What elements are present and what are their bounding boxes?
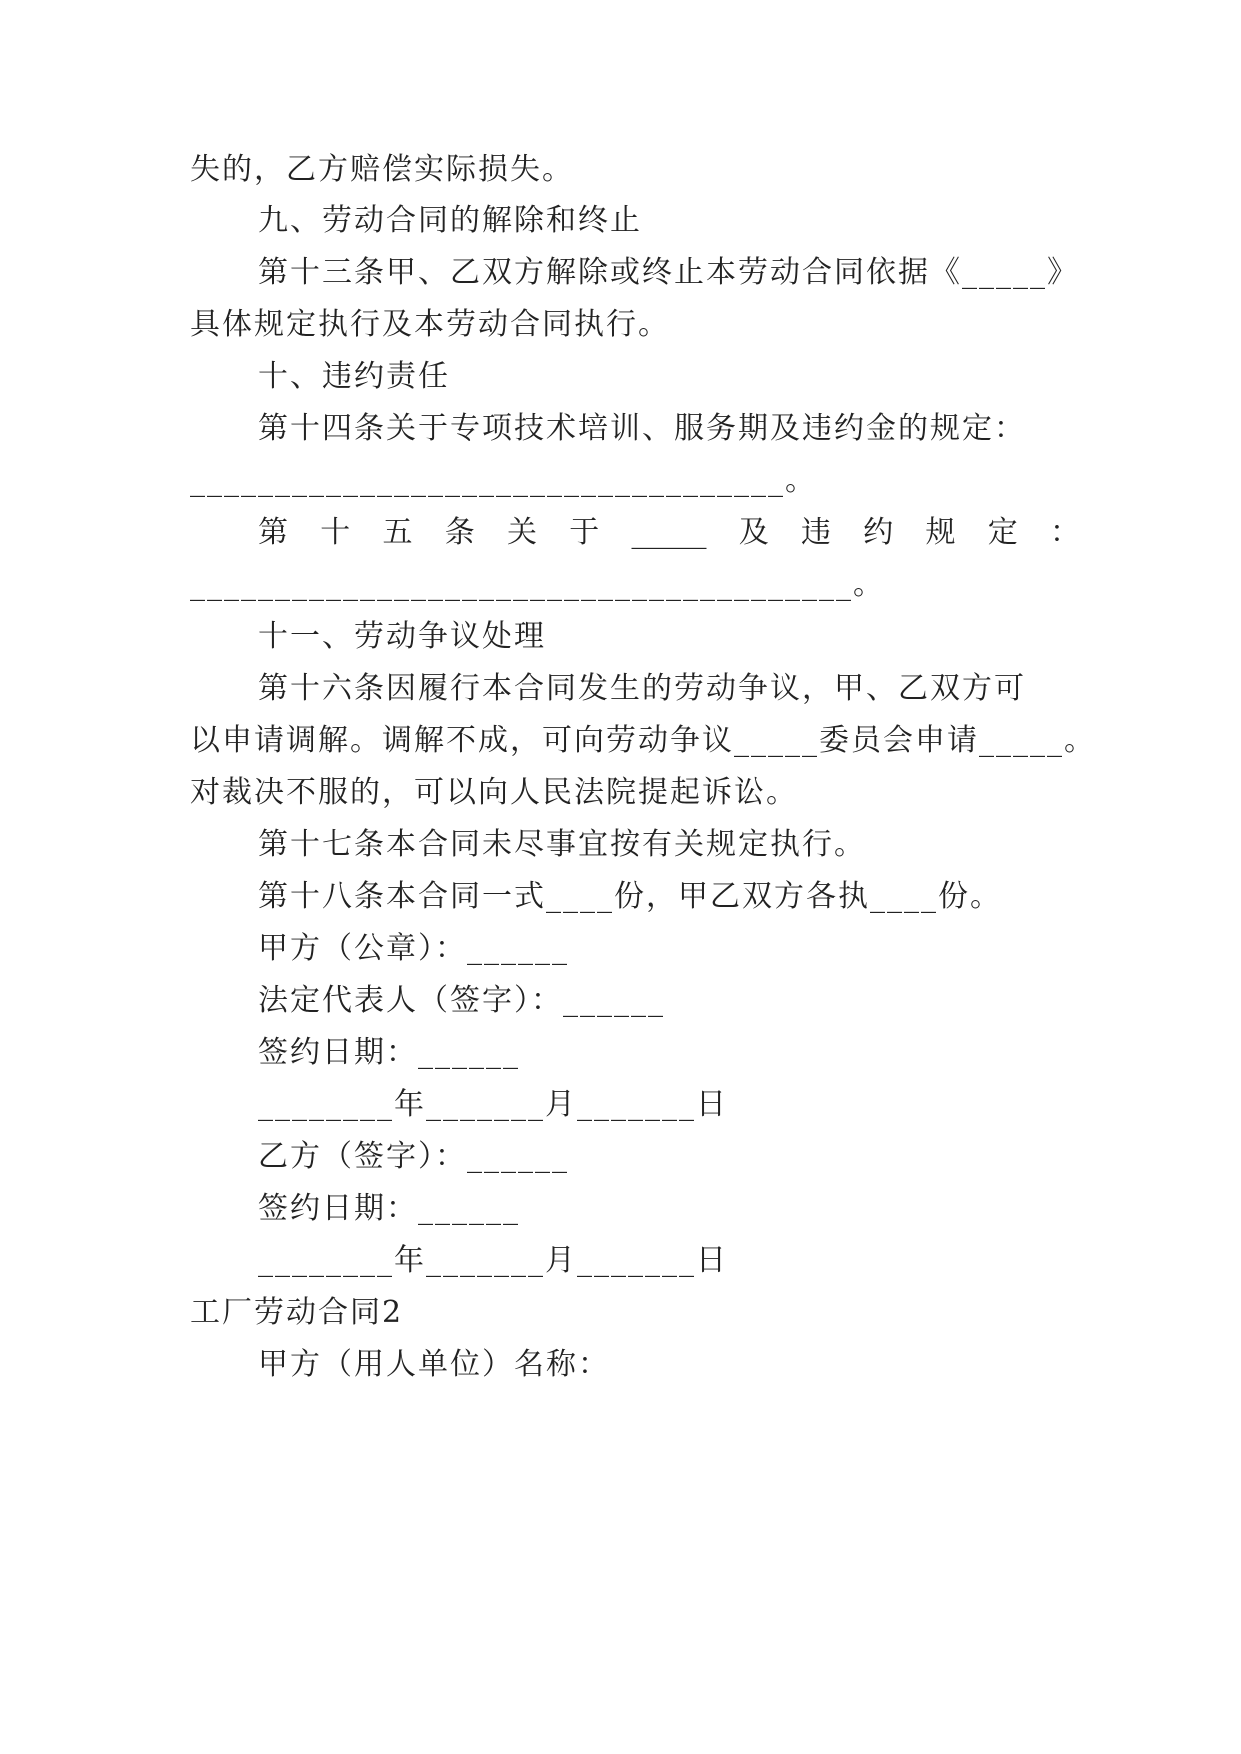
article-15-line [190,513,1080,553]
section-heading: 十一、劳动争议处理 [258,619,546,654]
text-line: 甲方（用人单位）名称： [258,1347,610,1382]
date-blank: ________年_______月_______日 [258,1243,728,1278]
section-heading: 十、违约责任 [258,359,450,394]
char: 规 [925,515,956,550]
char: 于 [569,515,600,550]
text-line: 第十四条关于专项技术培训、服务期及违约金的规定： [258,411,1026,446]
text-line: 第十六条因履行本合同发生的劳动争议，甲、乙双方可 [258,671,1026,706]
blank-line: _______________________________________。 [190,567,885,602]
char: 十 [320,515,351,550]
date-field: 签约日期：______ [258,1035,520,1070]
text-line: 第十七条本合同未尽事宜按有关规定执行。 [258,827,866,862]
date-field: 签约日期：______ [258,1191,520,1226]
char: 及 [738,515,769,550]
signature-field: 甲方（公章）：______ [258,931,569,966]
text-line: 对裁决不服的，可以向人民法院提起诉讼。 [190,775,798,810]
date-blank: ________年_______月_______日 [258,1087,728,1122]
char: ： [1050,515,1080,550]
char: 条 [444,515,475,550]
blank: _____ [631,515,707,550]
char: 约 [863,515,894,550]
signature-field: 法定代表人（签字）：______ [258,983,665,1018]
text-line: 具体规定执行及本劳动合同执行。 [190,307,670,342]
char: 定 [987,515,1018,550]
char: 第 [258,515,288,550]
document-title: 工厂劳动合同2 [190,1295,404,1330]
blank-line: ___________________________________。 [190,463,817,498]
text-line: 第十八条本合同一式____份，甲乙双方各执____份。 [258,879,1002,914]
char: 违 [801,515,831,550]
char: 五 [382,515,413,550]
char: 关 [507,515,537,550]
section-heading: 九、劳动合同的解除和终止 [258,203,642,238]
text-line: 第十三条甲、乙双方解除或终止本劳动合同依据《_____》 [258,255,1079,290]
text-line: 以申请调解。调解不成，可向劳动争议_____委员会申请_____。 [190,723,1096,758]
text-line: 失的，乙方赔偿实际损失。 [190,152,574,187]
signature-field: 乙方（签字）：______ [258,1139,569,1174]
